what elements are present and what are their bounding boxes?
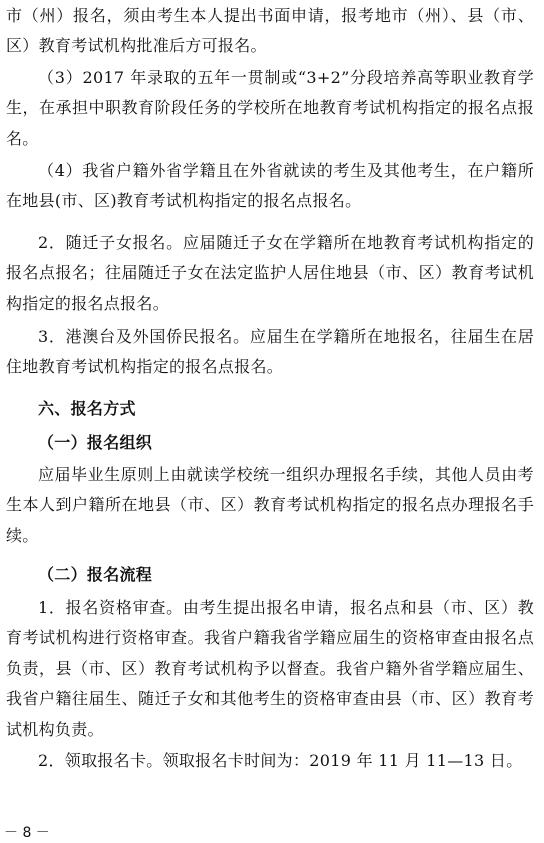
paragraph-item-4: （4）我省户籍外省学籍且在外省就读的考生及其他考生，在户籍所在地县(市、区)教育考试机构指定的报名点报名。 (6, 161, 534, 211)
paragraph-registration-approval: 市（州）报名，须由考生本人提出书面申请，报考地市（州）、县（市、区）教育考试机构批准后方可报名。 (6, 6, 534, 56)
paragraph-qualification-review: 1．报名资格审查。由考生提出报名申请，报名点和县（市、区）教育考试机构进行资格审查。我省户籍我省学籍应届生的资格审查由报名点负责，县（市、区）教育考试机构予以督查。我省户籍外省学籍应届生、我省户籍往届生、随迁子女和其他考生的资格审查由县（市、区）教育考试机构负责。 (6, 598, 534, 739)
paragraph-organization: 应届毕业生原则上由就读学校统一组织办理报名手续，其他人员由考生本人到户籍所在地县（市、区）教育考试机构指定的报名点办理报名手续。 (6, 465, 534, 545)
page-number: － 8 － (4, 825, 50, 841)
paragraph-hk-macao-taiwan: 3．港澳台及外国侨民报名。应届生在学籍所在地报名，往届生在居住地教育考试机构指定的报名点报名。 (6, 327, 534, 377)
paragraph-item-3: （3）2017 年录取的五年一贯制或“3+2”分段培养高等职业教育学生，在承担中职教育阶段任务的学校所在地教育考试机构指定的报名点报名。 (6, 68, 534, 148)
subheading-registration-organization: （一）报名组织 (38, 433, 153, 452)
paragraph-migrant-children: 2．随迁子女报名。应届随迁子女在学籍所在地教育考试机构指定的报名点报名；往届随迁子女在法定监护人居住地县（市、区）教育考试机构指定的报名点报名。 (6, 233, 534, 313)
subheading-registration-process: （二）报名流程 (38, 565, 153, 584)
paragraph-collect-card: 2．领取报名卡。领取报名卡时间为：2019 年 11 月 11—13 日。 (38, 751, 523, 770)
section-heading-registration-method: 六、报名方式 (38, 399, 136, 418)
